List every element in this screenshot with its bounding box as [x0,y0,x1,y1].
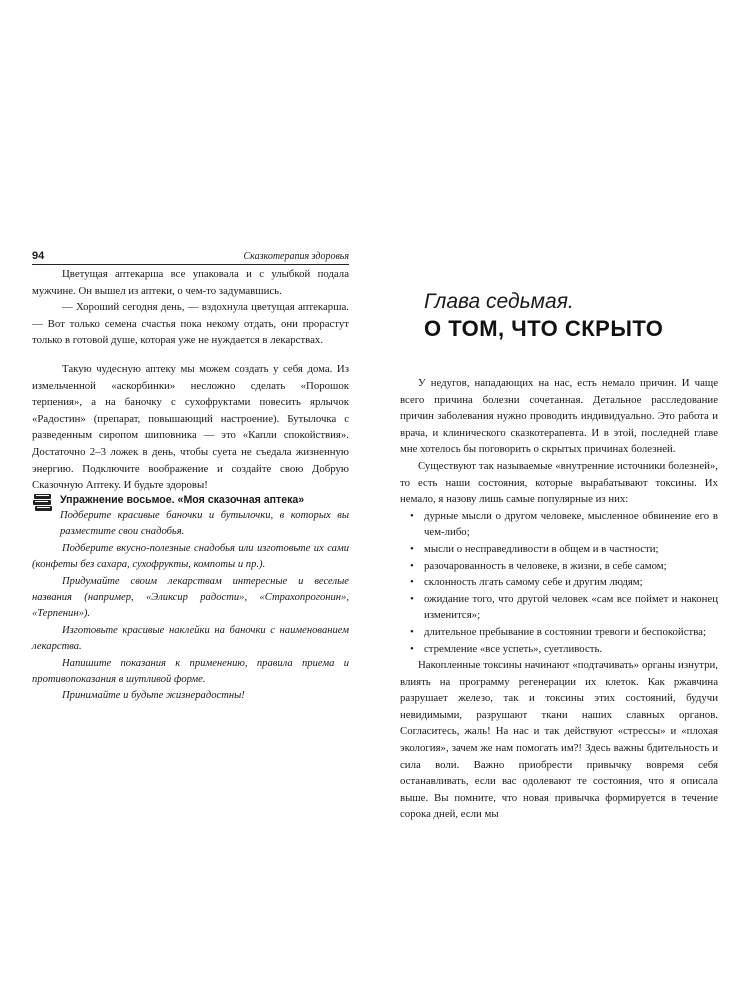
list-item: • ожидание того, что другой человек «сам все поймет и наконец изменится»; [400,591,718,624]
exercise-item: Изготовьте красивые наклейки на баночки с наименованием лекарства. [32,624,349,653]
paragraph: Существуют так называемые «внутренние источники болезней», то есть наши состояния, которые вырабатывают токсины. Их немало, я назову лишь самые популярные из них: [400,459,718,506]
exercise-item: Напишите показания к применению, правила приема и противопоказания в шутливой форме. [32,657,349,686]
paragraph: Накопленные токсины начинают «подтачивать» органы изнутри, влиять на программу регенерации их клеток. Как ржавчина разрушает железо, так и токсины этих состояний, будучи невидимыми, разрушают ткани наших славных органов. Согласитесь, жаль! На нас и так действуют «стрессы» и «плохая экология», зачем же нам помогать им?! Здесь важны бдительность и сила воли. Важно приобрести привычку вовремя себя останавливать, если вас одолевают те состояния, что я описала выше. Вы помните, что новая привычка формируется в течение сорока дней, если мы [400,659,718,821]
list-item: • длительное пребывание в состоянии тревоги и беспокойства; [400,624,718,641]
exercise-item: Придумайте своим лекарствам интересные и веселые названия (например, «Эликсир радости», «Страхопрогонин», «Терпенин»). [32,575,349,620]
paragraph: Цветущая аптекарша все упаковала и с улыбкой подала мужчине. Он вышел из аптеки, о чем-то задумавшись. [32,268,349,297]
exercise-item: Принимайте и будьте жизнерадостны! [62,690,245,702]
toxin-list [400,508,718,657]
list-item: • склонность лгать самому себе и другим людям; [400,574,718,591]
list-item: • дурные мысли о другом человеке, мысленное обвинение его в чем-либо; [400,508,718,541]
running-head: Сказкотерапия здоровья [243,251,349,262]
exercise-items [32,508,349,705]
exercise-item: Подберите красивые баночки и бутылочки, в которых вы разместите свои снадобья. [60,510,349,538]
paragraph: Такую чудесную аптеку мы можем создать у себя дома. Из измельченной «аскорбинки» несложно сделать «Порошок терпения», а на баночку с сухофруктами повесить ярлычок «Радостин» (препарат, повышающий настроение). Бутылочка с разведенным сиропом шиповника — это «Капли спокойствия». Достаточно 2–3 ложек в день, чтобы суета не съедала жизненную энергию. Подключите воображение и создайте свою Добрую Сказочную Аптеку. И будьте здоровы! [32,363,349,492]
commentary [32,361,349,494]
story-ending [32,266,349,349]
chapter-body [400,375,718,823]
paragraph: У недугов, нападающих на нас, есть немало причин. И чаще всего причина болезни сочетанная. Детальное расследование причин заболевания нужно проводить индивидуально. Это работа и врача, и клинического сказкотерапевта. И в этой, последней главе мне хотелось бы поговорить о скрытых причинах болезней. [400,377,718,456]
paragraph: — Хороший сегодня день, — вздохнула цветущая аптекарша. — Вот только семена счастья пока некому отдать, они прорастут только в готовой душе, которая уже не нуждается в лекарствах. [32,301,349,347]
page-number: 94 [32,250,45,262]
exercise-item: Подберите вкусно-полезные снадобья или изготовьте их сами (конфеты без сахара, сухофрукты, компоты и пр.). [32,542,349,571]
list-item: • стремление «все успеть», суетливость. [400,641,718,658]
chapter-label: Глава седьмая. [424,290,574,313]
chapter-title: О ТОМ, ЧТО СКРЫТО [424,316,664,341]
exercise-title: Упражнение восьмое. «Моя сказочная аптека» [60,494,305,506]
page-header [32,244,349,265]
list-item: • мысли о несправедливости в общем и в частности; [400,541,718,558]
list-item: • разочарованность в человеке, в жизни, в себе самом; [400,558,718,575]
